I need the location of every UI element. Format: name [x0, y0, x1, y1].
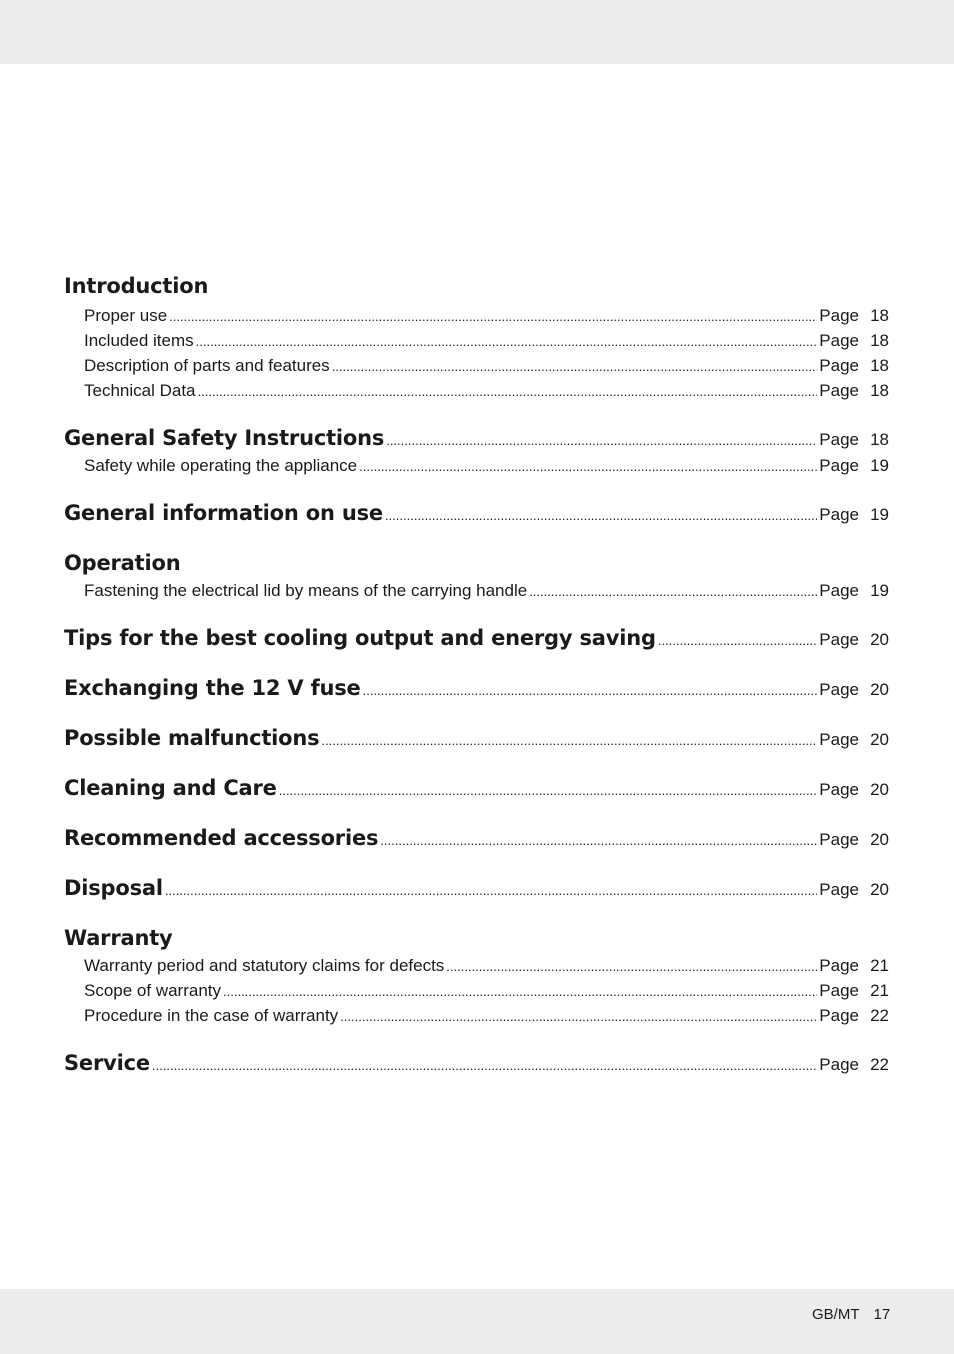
toc-heading-page: Page 20	[819, 780, 889, 799]
toc-item-label: Warranty period and statutory claims for defects	[84, 956, 445, 975]
leader-dots	[332, 359, 818, 374]
toc-item[interactable]	[84, 331, 889, 351]
leader-dots	[386, 433, 817, 448]
toc-item-page: Page 18	[819, 356, 889, 375]
footer-locale: GB/MT	[812, 1306, 860, 1323]
toc-item[interactable]	[84, 581, 889, 601]
toc-heading-accessories[interactable]	[64, 826, 889, 850]
toc-heading-cleaning[interactable]	[64, 776, 889, 800]
toc-item[interactable]	[84, 456, 889, 476]
toc-heading-page: Page 19	[819, 505, 889, 524]
toc-heading-title: Possible malfunctions	[64, 726, 320, 750]
toc-heading-title: General Safety Instructions	[64, 426, 385, 450]
toc-heading-disposal[interactable]	[64, 876, 889, 900]
toc-item-page: Page 18	[819, 306, 889, 325]
leader-dots	[340, 1009, 817, 1024]
toc-item-page: Page 18	[819, 331, 889, 350]
toc-heading-warranty[interactable]	[64, 926, 889, 950]
toc-heading-page: Page 20	[819, 730, 889, 749]
leader-dots	[359, 459, 817, 474]
toc-item-label: Technical Data	[84, 381, 196, 400]
toc-heading-tips[interactable]	[64, 626, 889, 650]
leader-dots	[380, 833, 817, 848]
leader-dots	[279, 783, 818, 798]
toc-heading-title: Service	[64, 1051, 150, 1075]
leader-dots	[321, 733, 817, 748]
toc-heading-page: Page 20	[819, 880, 889, 899]
leader-dots	[363, 683, 818, 698]
toc-heading-title: Cleaning and Care	[64, 776, 277, 800]
footer-band	[0, 1289, 954, 1354]
toc-heading-title: Operation	[64, 551, 181, 575]
toc-item-label: Included items	[84, 331, 194, 350]
toc-heading-malfunctions[interactable]	[64, 726, 889, 750]
toc-item-label: Procedure in the case of warranty	[84, 1006, 339, 1025]
toc-heading-fuse[interactable]	[64, 676, 889, 700]
toc-item-page: Page 22	[819, 1006, 889, 1025]
toc-item[interactable]	[84, 381, 889, 401]
leader-dots	[198, 384, 818, 399]
toc-item[interactable]	[84, 981, 889, 1001]
toc-heading-title: General information on use	[64, 501, 383, 525]
toc-heading-page: Page 20	[819, 630, 889, 649]
toc-heading-operation[interactable]	[64, 551, 889, 575]
toc-heading-page: Page 22	[819, 1055, 889, 1074]
toc-heading-introduction[interactable]	[64, 274, 889, 298]
leader-dots	[165, 883, 817, 898]
toc-item[interactable]	[84, 306, 889, 326]
leader-dots	[529, 584, 817, 599]
leader-dots	[169, 309, 817, 324]
toc-heading-title: Warranty	[64, 926, 173, 950]
leader-dots	[385, 508, 817, 523]
toc-heading-title: Exchanging the 12 V fuse	[64, 676, 361, 700]
toc-heading-page: Page 20	[819, 680, 889, 699]
header-band	[0, 0, 954, 64]
toc-item-page: Page 21	[819, 956, 889, 975]
leader-dots	[196, 334, 818, 349]
toc-item-label: Safety while operating the appliance	[84, 456, 358, 475]
toc-item-page: Page 19	[819, 581, 889, 600]
toc-item-label: Fastening the electrical lid by means of the carrying handle	[84, 581, 528, 600]
toc-heading-service[interactable]	[64, 1051, 889, 1075]
leader-dots	[658, 633, 817, 648]
toc-heading-page: Page 20	[819, 830, 889, 849]
toc-heading-title: Disposal	[64, 876, 163, 900]
toc-item-label: Scope of warranty	[84, 981, 222, 1000]
toc-item-page: Page 18	[819, 381, 889, 400]
toc-item-page: Page 21	[819, 981, 889, 1000]
leader-dots	[223, 984, 817, 999]
toc-heading-general-safety[interactable]	[64, 426, 889, 450]
toc-heading-title: Tips for the best cooling output and energy saving	[64, 626, 656, 650]
leader-dots	[446, 959, 817, 974]
toc-item[interactable]	[84, 956, 889, 976]
leader-dots	[152, 1058, 817, 1073]
toc-item-label: Description of parts and features	[84, 356, 330, 375]
toc-item[interactable]	[84, 356, 889, 376]
toc-item-label: Proper use	[84, 306, 168, 325]
toc-heading-page: Page 18	[819, 430, 889, 449]
page-number: 17	[873, 1306, 891, 1323]
toc-heading-title: Introduction	[64, 274, 209, 298]
toc-item[interactable]	[84, 1006, 889, 1026]
page-footer	[812, 1306, 890, 1323]
toc-item-page: Page 19	[819, 456, 889, 475]
toc-heading-title: Recommended accessories	[64, 826, 379, 850]
toc-heading-general-information[interactable]	[64, 501, 889, 525]
